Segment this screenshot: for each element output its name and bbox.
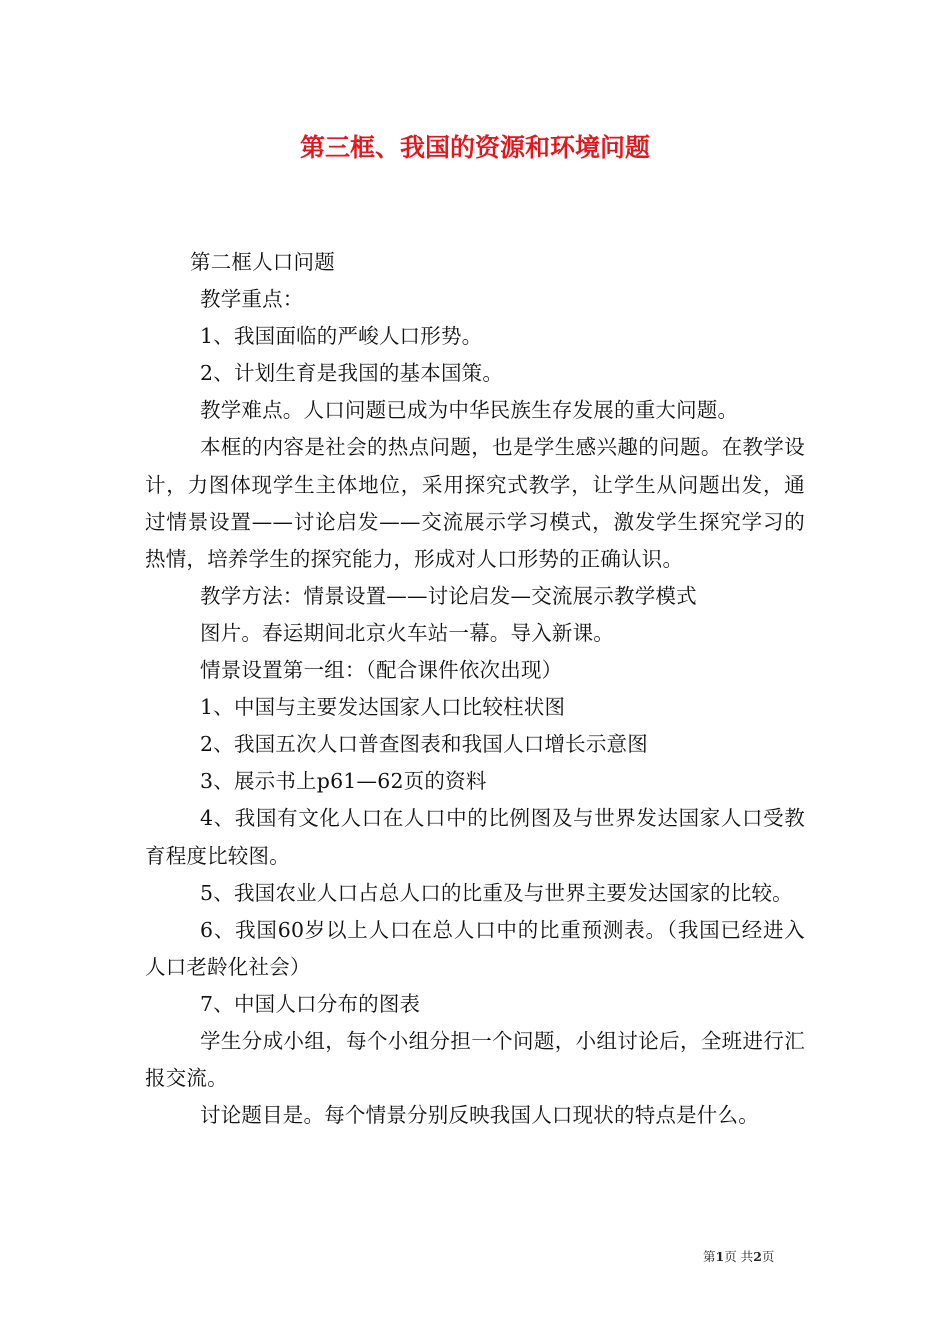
paragraph-intro: 图片。春运期间北京火车站一幕。导入新课。 — [200, 620, 614, 645]
paragraph-key-point-2: 2、计划生育是我国的基本国策。 — [200, 361, 504, 386]
paragraph-design: 本框的内容是社会的热点问题，也是学生感兴趣的问题。在教学设计，力图体现学生主体地位，采用探究式教学，让学生从问题出发，通过情景设置——讨论启发——交流展示学习模式，激发学生探究学习的热情，培养学生的探究能力，形成对人口形势的正确认识。 — [145, 435, 805, 571]
footer-suffix: 页 — [761, 1249, 775, 1264]
document-body — [145, 244, 805, 1134]
paragraph-key-points-label: 教学重点： — [200, 287, 304, 312]
list-item-5: 5、我国农业人口占总人口的比重及与世界主要发达国家的比较。 — [200, 880, 793, 905]
list-item-6: 6、我国60岁以上人口在总人口中的比重预测表。（我国已经进入人口老龄化社会） — [145, 917, 805, 979]
paragraph-difficulty: 教学难点。人口问题已成为中华民族生存发展的重大问题。 — [200, 398, 739, 423]
list-item-3: 3、展示书上p61—62页的资料 — [200, 769, 487, 794]
footer-prefix: 第 — [703, 1249, 716, 1264]
paragraph-key-point-1: 1、我国面临的严峻人口形势。 — [200, 324, 483, 349]
list-item-1: 1、中国与主要发达国家人口比较柱状图 — [200, 695, 566, 720]
list-item-7: 7、中国人口分布的图表 — [200, 991, 421, 1016]
paragraph-discussion-topic: 讨论题目是。每个情景分别反映我国人口现状的特点是什么。 — [200, 1103, 759, 1128]
list-item-2: 2、我国五次人口普查图表和我国人口增长示意图 — [200, 732, 648, 757]
paragraph-method: 教学方法：情景设置——讨论启发—交流展示教学模式 — [200, 583, 697, 608]
page-footer — [703, 1248, 774, 1266]
footer-total-pages: 2 — [753, 1249, 762, 1264]
section-heading: 第二框人口问题 — [190, 250, 335, 274]
list-item-4: 4、我国有文化人口在人口中的比例图及与世界发达国家人口受教育程度比较图。 — [145, 806, 805, 868]
footer-middle: 页 共 — [724, 1249, 754, 1264]
footer-current-page: 1 — [715, 1249, 725, 1264]
page-title: 第三框、我国的资源和环境问题 — [299, 133, 650, 162]
paragraph-scenario-group: 情景设置第一组：（配合课件依次出现） — [200, 658, 563, 683]
paragraph-groups: 学生分成小组，每个小组分担一个问题，小组讨论后，全班进行汇报交流。 — [145, 1028, 805, 1091]
